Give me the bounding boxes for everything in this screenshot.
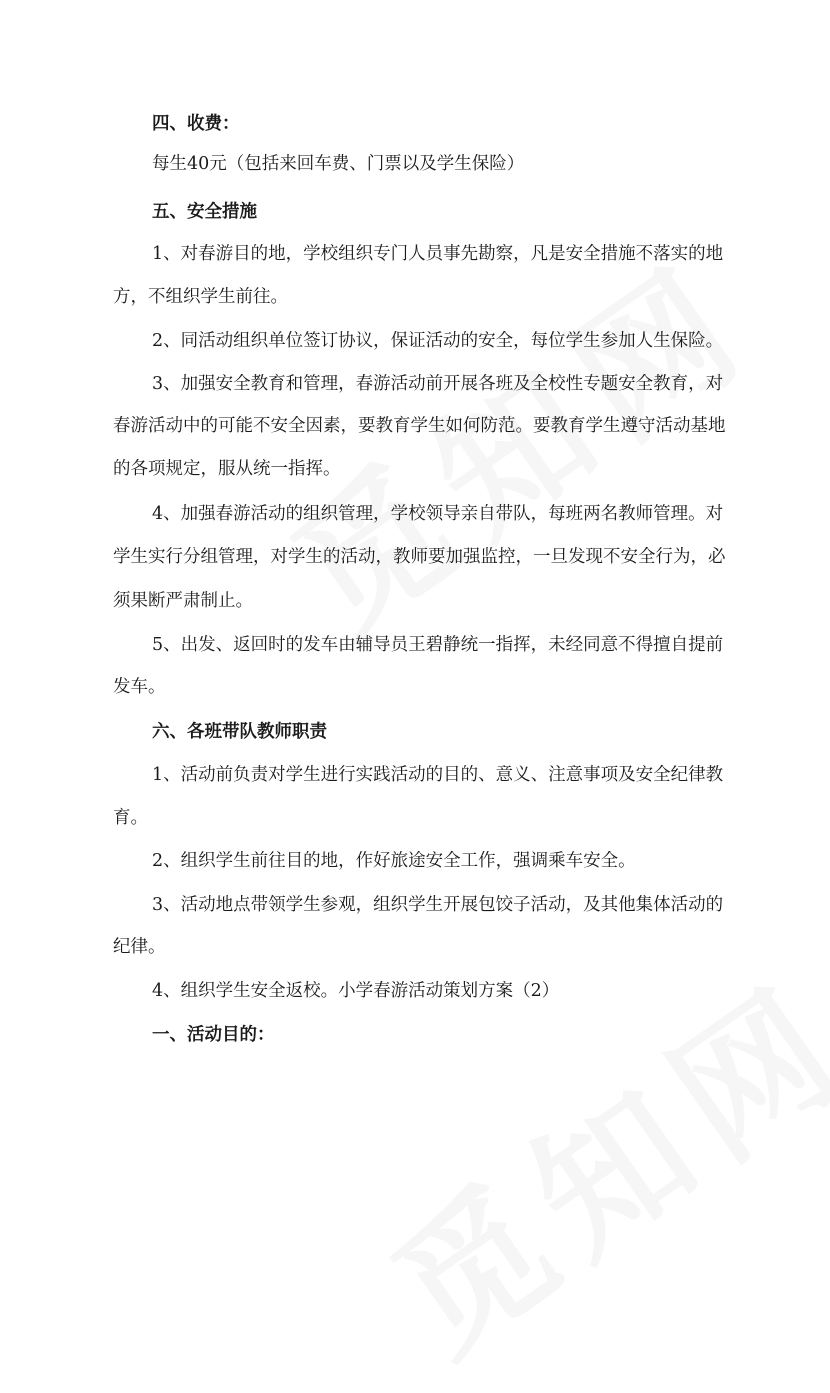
paragraph-line: 每生40元（包括来回车费、门票以及学生保险） <box>152 154 525 174</box>
section-heading: 六、各班带队教师职责 <box>152 722 327 742</box>
paragraph-line: 纪律。 <box>113 937 166 957</box>
paragraph-line: 的各项规定，服从统一指挥。 <box>113 459 341 479</box>
section-heading: 五、安全措施 <box>152 202 257 222</box>
paragraph-line: 3、加强安全教育和管理，春游活动前开展各班及全校性专题安全教育，对 <box>152 374 724 394</box>
paragraph-line: 须果断严肃制止。 <box>113 591 253 611</box>
paragraph-line: 3、活动地点带领学生参观，组织学生开展包饺子活动，及其他集体活动的 <box>152 895 724 915</box>
paragraph-line: 4、组织学生安全返校。小学春游活动策划方案（2） <box>152 981 560 1001</box>
paragraph-line: 2、同活动组织单位签订协议，保证活动的安全，每位学生参加人生保险。 <box>152 331 724 351</box>
paragraph-line: 1、活动前负责对学生进行实践活动的目的、意义、注意事项及安全纪律教 <box>152 765 724 785</box>
watermark <box>244 203 786 672</box>
paragraph-line: 方，不组织学生前往。 <box>113 287 288 307</box>
paragraph-line: 春游活动中的可能不安全因素，要教育学生如何防范。要教育学生遵守活动基地 <box>113 416 726 436</box>
paragraph-line: 2、组织学生前往目的地，作好旅途安全工作，强调乘车安全。 <box>152 851 636 871</box>
paragraph-line: 4、加强春游活动的组织管理，学校领导亲自带队，每班两名教师管理。对 <box>152 504 724 524</box>
paragraph-line: 学生实行分组管理，对学生的活动，教师要加强监控，一旦发现不安全行为，必 <box>113 547 726 567</box>
section-heading: 一、活动目的： <box>152 1025 275 1045</box>
paragraph-line: 育。 <box>113 808 148 828</box>
paragraph-line: 1、对春游目的地，学校组织专门人员事先勘察，凡是安全措施不落实的地 <box>152 244 724 264</box>
paragraph-line: 发车。 <box>113 677 166 697</box>
section-heading: 四、收费： <box>152 114 240 134</box>
paragraph-line: 5、出发、返回时的发车由辅导员王碧静统一指挥，未经同意不得擅自提前 <box>152 635 724 655</box>
